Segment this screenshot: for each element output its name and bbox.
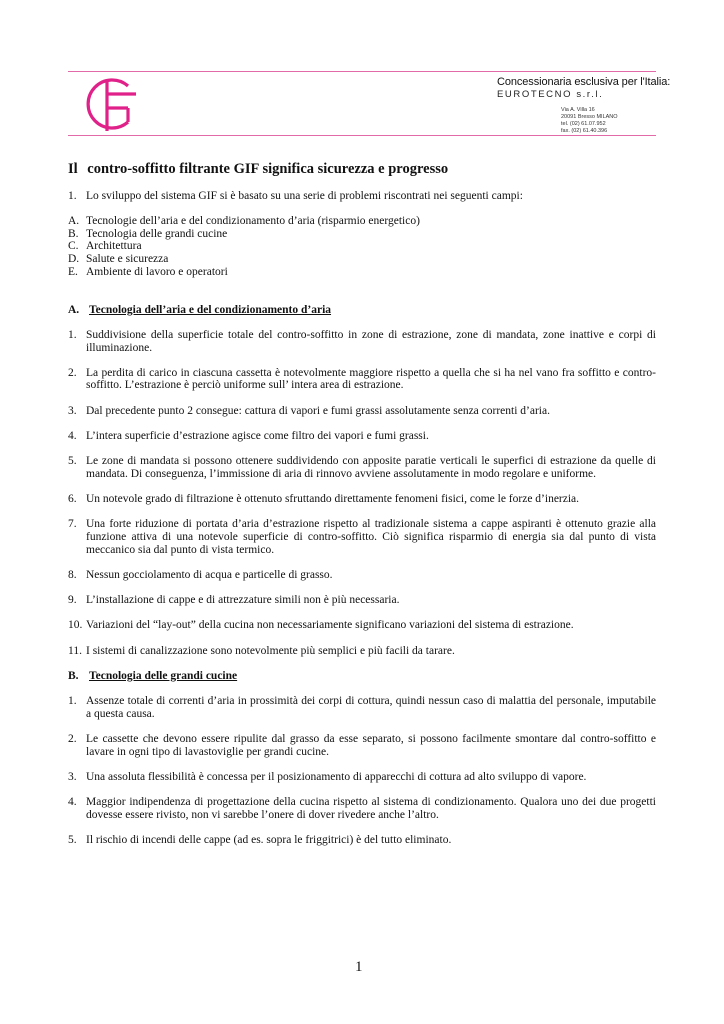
item-text: Tecnologia delle grandi cucine (86, 227, 228, 240)
item-number: 4. (68, 429, 77, 442)
item-number: 5. (68, 834, 77, 847)
item-text: Variazioni del “lay-out” della cucina non necessariamente significano variazioni del sistema di estrazione. (86, 619, 574, 632)
fields-list (68, 215, 656, 278)
header-bottom-rule (68, 135, 656, 136)
header-top-rule (68, 71, 656, 72)
item-number: 6. (68, 493, 77, 506)
item-text: Assenze totale di correnti d’aria in prossimità dei corpi di cottura, quindi nessun caso di malattia del personale, imputabile a questa causa. (86, 695, 656, 720)
item-number: 3. (68, 404, 77, 417)
list-item (68, 493, 656, 506)
item-text: L’installazione di cappe e di attrezzature simili non è più necessaria. (86, 594, 400, 607)
list-item (68, 594, 656, 607)
item-number: 4. (68, 796, 77, 809)
section-b-list (68, 695, 656, 847)
section-a-heading (68, 304, 656, 317)
item-number: 7. (68, 518, 77, 531)
intro-item (68, 190, 656, 203)
list-item (68, 253, 656, 266)
item-text: Nessun gocciolamento di acqua e particelle di grasso. (86, 568, 333, 581)
section-title: Tecnologia dell’aria e del condizionamento d’aria (89, 303, 332, 316)
list-item (68, 645, 656, 658)
address-phone: tel. (02) 61.07.952 (561, 121, 606, 127)
list-item (68, 733, 656, 758)
item-text: Ambiente di lavoro e operatori (86, 265, 228, 278)
company-name: EUROTECNO s.r.l. (497, 89, 604, 100)
item-text: Un notevole grado di filtrazione è ottenuto sfruttando direttamente fenomeni fisici, come le forze d’inerzia. (86, 493, 580, 506)
item-text: Suddivisione della superficie totale del contro-soffitto in zone di estrazione, zone di mandata, zone inattive e corpi di illuminazione. (86, 328, 656, 354)
item-text: Le zone di mandata si possono ottenere suddividendo con apposite paratie verticali le superfici di estrazione da quelle di mandata. Di conseguenza, l’immissione di aria di rinnovo avviene assolutamente in modo regolare e uniforme. (86, 455, 656, 480)
section-a-list (68, 329, 656, 657)
list-item (68, 771, 656, 784)
item-text: Tecnologie dell’aria e del condizionamento d’aria (risparmio energetico) (86, 215, 420, 228)
document-title (68, 161, 656, 178)
company-address (561, 107, 618, 135)
item-number: 1. (68, 695, 77, 708)
item-number: 2. (68, 366, 77, 379)
address-fax: fax. (02) 61.40.396 (561, 128, 608, 134)
item-text: Salute e sicurezza (86, 253, 169, 266)
list-item (68, 228, 656, 241)
address-street: Via A. Villa 16 (561, 107, 595, 113)
address-city: 20091 Bresso MILANO (561, 114, 618, 120)
item-letter: C. (68, 240, 79, 253)
list-item (68, 834, 656, 847)
item-number: 2. (68, 733, 77, 746)
list-item (68, 796, 656, 821)
list-item (68, 405, 656, 418)
item-number: 9. (68, 594, 77, 607)
item-number: 8. (68, 568, 77, 581)
list-item (68, 455, 656, 480)
item-text: Le cassette che devono essere ripulite dal grasso da esse separato, si possono facilmente smontare dal contro-soffitto e lavare in ogni tipo di lavastoviglie per grandi cucine. (86, 733, 656, 758)
company-tagline: Concessionaria esclusiva per l'Italia: (497, 76, 671, 88)
item-letter: E. (68, 265, 78, 278)
section-b-heading (68, 670, 656, 683)
item-text: Dal precedente punto 2 consegue: cattura di vapori e fumi grassi assolutamente senza correnti d’aria. (86, 404, 550, 417)
item-text: Una assoluta flessibilità è concessa per il posizionamento di apparecchi di cottura ad alto sviluppo di vapore. (86, 771, 587, 783)
item-text: Lo sviluppo del sistema GIF si è basato su una serie di problemi riscontrati nei seguenti campi: (86, 190, 523, 202)
item-number: 1. (68, 190, 77, 202)
list-item (68, 367, 656, 392)
item-number: 1. (68, 328, 77, 341)
document-body (68, 161, 656, 847)
item-text: La perdita di carico in ciascuna cassetta è notevolmente maggiore rispetto a quella che si ha nel vano fra soffitto e contro-soffitto. L’estrazione è perciò uniforme sull’ intera area di estrazione. (86, 366, 656, 392)
item-letter: D. (68, 253, 80, 266)
section-letter: B. (68, 669, 79, 682)
item-number: 5. (68, 455, 77, 468)
item-letter: B. (68, 227, 79, 240)
list-item (68, 695, 656, 720)
item-text: Una forte riduzione di portata d’aria d’estrazione rispetto al tradizionale sistema a cappe aspiranti è ottenuto grazie alla funzione attiva di una notevole superficie di contro-soffitto. Ciò significa risparmio di energia sia dal punto di vista meccanico sia dal punto di vista termico. (86, 518, 656, 556)
item-number: 10. (68, 619, 83, 632)
section-letter: A. (68, 303, 80, 316)
list-item (68, 569, 656, 582)
item-text: Il rischio di incendi delle cappe (ad es. sopra le friggitrici) è del tutto eliminato. (86, 834, 452, 847)
item-text: Maggior indipendenza di progettazione della cucina rispetto al sistema di condizionamento. Qualora uno dei due progetti dovesse essere rivisto, non vi sarebbe l’onere di dover rivedere anche l’altro. (86, 796, 656, 821)
item-text: L’intera superficie d’estrazione agisce come filtro dei vapori e fumi grassi. (86, 429, 429, 442)
item-text: Architettura (86, 240, 142, 253)
list-item (68, 430, 656, 443)
list-item (68, 619, 656, 632)
company-block (497, 76, 671, 100)
gif-logo-icon (80, 74, 142, 134)
list-item (68, 240, 656, 253)
item-text: I sistemi di canalizzazione sono notevolmente più semplici e più facili da tarare. (86, 644, 455, 657)
list-item (68, 266, 656, 279)
item-number: 11. (68, 644, 82, 657)
list-item (68, 518, 656, 556)
item-number: 3. (68, 771, 77, 783)
list-item (68, 329, 656, 354)
title-prefix: Il (68, 161, 78, 177)
list-item (68, 215, 656, 228)
title-text: contro-soffitto filtrante GIF significa sicurezza e progresso (87, 161, 449, 177)
section-title: Tecnologia delle grandi cucine (89, 669, 238, 682)
page-number: 1 (355, 959, 363, 975)
item-letter: A. (68, 215, 80, 228)
